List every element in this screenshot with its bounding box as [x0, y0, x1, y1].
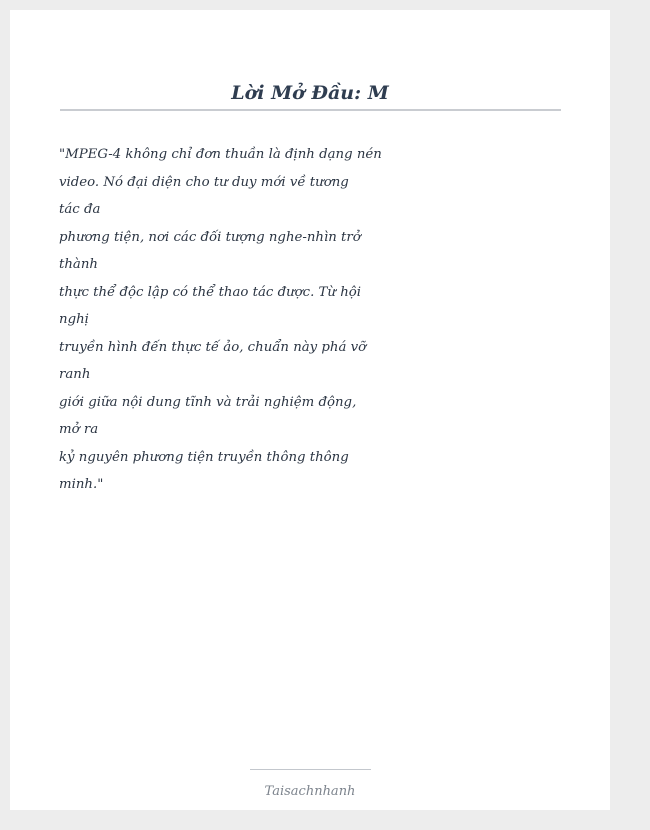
quote-line: video. Nó đại diện cho tư duy mới về tương: [59, 174, 349, 190]
quote-line: ranh: [59, 367, 91, 382]
quote-line: minh.": [59, 477, 104, 492]
title-divider: [60, 109, 561, 111]
quote-line: phương tiện, nơi các đối tượng nghe-nhìn trở: [59, 229, 361, 245]
quote-line: thành: [59, 257, 98, 272]
footer-divider: [250, 769, 371, 770]
quote-line: thực thể độc lập có thể thao tác được. Từ hội: [59, 284, 362, 300]
footer-brand: Taisachnhanh: [264, 784, 356, 799]
document-page: [10, 10, 610, 810]
quote-line: tác đa: [59, 202, 101, 217]
quote-line: nghị: [59, 312, 89, 327]
quote-line: mở ra: [59, 422, 99, 437]
quote-line: truyền hình đến thực tế ảo, chuẩn này phá vỡ: [59, 339, 367, 355]
quote-line: "MPEG-4 không chỉ đơn thuần là định dạng nén: [59, 147, 382, 162]
intro-quote: [59, 141, 382, 499]
quote-line: kỷ nguyên phương tiện truyền thông thông: [59, 449, 349, 465]
page-title: Lời Mở Đầu: M: [231, 82, 389, 104]
quote-line: giới giữa nội dung tĩnh và trải nghiệm động,: [59, 394, 357, 410]
